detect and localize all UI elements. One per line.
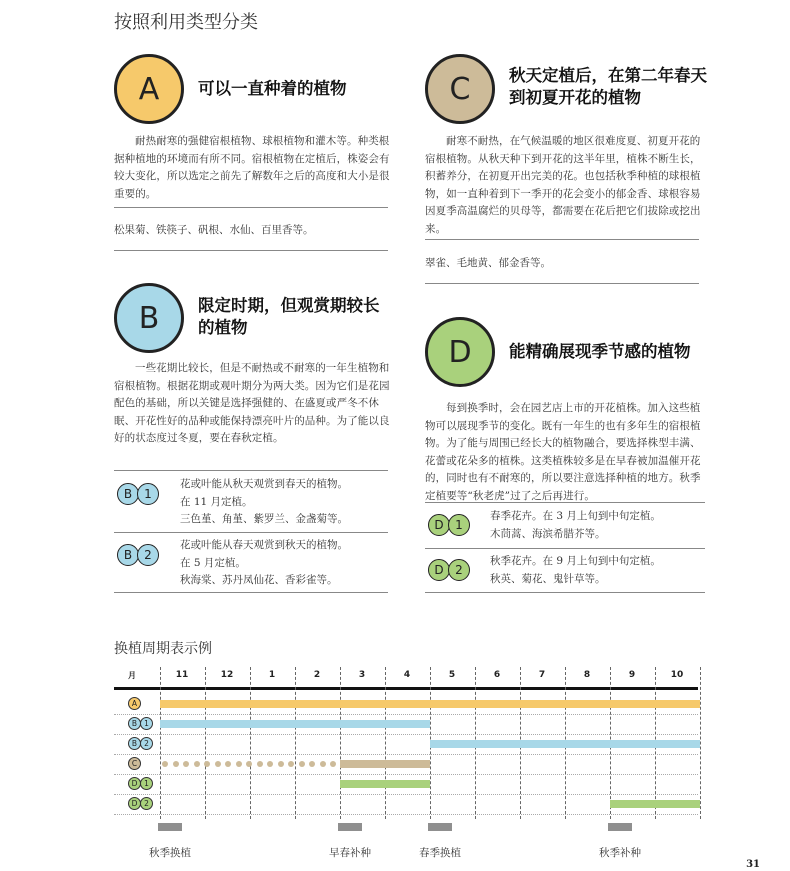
month-label: 10: [670, 670, 684, 680]
month-label: 5: [448, 670, 456, 680]
month-label: 8: [583, 670, 591, 680]
b2-line: 花或叶能从春天观赏到秋天的植物。: [180, 539, 348, 551]
marker-label: 早春补种: [329, 847, 371, 859]
d2-line: 秋英、菊花、鬼针草等。: [490, 572, 606, 585]
schedule-bar: [340, 760, 430, 768]
row-badge: [128, 777, 152, 790]
marker-bar: [158, 823, 182, 831]
b1-badge-number: 1: [137, 483, 159, 505]
b2-badge-number: 2: [137, 544, 159, 566]
marker-label: 秋季补种: [599, 847, 641, 859]
category-c-title: 秋天定植后，在第二年春天到初夏开花的植物: [509, 66, 707, 107]
schedule-dot: [236, 761, 242, 767]
category-b-title: 限定时期，但观赏期较长的植物: [198, 296, 380, 337]
schedule-dot: [288, 761, 294, 767]
d1-badge-number: 1: [448, 514, 470, 536]
month-header: 月: [128, 671, 136, 680]
row-badge: [128, 737, 152, 750]
category-a-title: 可以一直种着的植物: [198, 79, 347, 98]
b2-line: 在 5 月定植。: [180, 556, 246, 569]
category-c-examples: 翠雀、毛地黄、郁金香等。: [425, 257, 551, 269]
row-badge-part: D: [128, 797, 141, 810]
page-number: 31: [746, 859, 760, 870]
category-a-examples: 松果菊、铁筷子、矾根、水仙、百里香等。: [114, 224, 314, 236]
category-b-letter: B: [138, 300, 160, 336]
row-divider: [114, 714, 698, 715]
schedule-dot: [320, 761, 326, 767]
row-badge-part: C: [128, 757, 141, 770]
column-divider: [340, 667, 341, 819]
row-badge-part: 2: [140, 737, 153, 750]
b2-badge-letter: B: [117, 544, 139, 566]
schedule-bar: [160, 720, 430, 728]
schedule-dot: [278, 761, 284, 767]
schedule-bar: [610, 800, 700, 808]
row-badge-part: 1: [140, 777, 153, 790]
d2-badge-letter: D: [428, 559, 450, 581]
row-badge-part: 1: [140, 717, 153, 730]
d1-badge-letter: D: [428, 514, 450, 536]
month-label: 7: [538, 670, 546, 680]
month-label: 4: [403, 670, 411, 680]
month-label: 11: [175, 670, 189, 680]
category-d-title: 能精确展现季节感的植物: [509, 342, 691, 361]
schedule-dot: [194, 761, 200, 767]
row-badge-part: D: [128, 777, 141, 790]
month-label: 6: [493, 670, 501, 680]
marker-bar: [428, 823, 452, 831]
b1-badge-letter: B: [117, 483, 139, 505]
row-divider: [114, 734, 698, 735]
row-badge-part: 2: [140, 797, 153, 810]
schedule-dot: [330, 761, 336, 767]
d1-line: 木茼蒿、海滨希腊芥等。: [490, 527, 606, 540]
category-c-letter: C: [449, 71, 471, 107]
b2-line: 秋海棠、苏丹凤仙花、香彩雀等。: [180, 574, 338, 586]
marker-bar: [608, 823, 632, 831]
schedule-bar: [340, 780, 430, 788]
row-badge-part: B: [128, 717, 141, 730]
row-badge: [128, 797, 152, 810]
marker-label: 秋季换植: [149, 847, 191, 859]
month-label: 12: [220, 670, 234, 680]
category-a-body: 耐热耐寒的强健宿根植物、球根植物和灌木等。种类根据种植地的环境而有所不同。宿根植物在定植后，株姿会有较大变化，所以选定之前先了解数年之后的高度和大小是很重要的。: [114, 135, 390, 200]
page-title: 按照利用类型分类: [114, 12, 258, 33]
column-divider: [295, 667, 296, 819]
schedule-dot: [183, 761, 189, 767]
month-label: 1: [268, 670, 276, 680]
schedule-dot: [162, 761, 168, 767]
category-d-body: 每到换季时，会在园艺店上市的开花植株。加入这些植物可以展现季节的变化。既有一年生的也有多年生的宿根植物。为了能与周围已经长大的植物融合，要选择株型丰满、花蕾或花朵多的植株。这类植株较多是在早春被加温催开花的，同时也有不耐寒的，所以要注意选择种植的地方。秋季定植要等“秋老虎”过了之后再进行。: [425, 402, 701, 502]
category-d-letter: D: [448, 334, 472, 370]
column-divider: [385, 667, 386, 819]
month-label: 2: [313, 670, 321, 680]
row-divider: [114, 754, 698, 755]
schedule-dot: [299, 761, 305, 767]
schedule-dot: [267, 761, 273, 767]
column-divider: [160, 667, 161, 819]
b1-line: 在 11 月定植。: [180, 495, 253, 508]
month-label: 3: [358, 670, 366, 680]
schedule-dot: [257, 761, 263, 767]
schedule-dot: [225, 761, 231, 767]
row-divider: [114, 814, 698, 815]
schedule-dot: [246, 761, 252, 767]
column-divider: [250, 667, 251, 819]
d2-badge-number: 2: [448, 559, 470, 581]
category-a-letter: A: [138, 71, 160, 107]
b1-line: 三色堇、角堇、紫罗兰、金盏菊等。: [180, 513, 348, 525]
category-b-body: 一些花期比较长，但是不耐热或不耐寒的一年生植物和宿根植物。根据花期或观叶期分为两大类。因为它们是花园配色的基础，所以关键是选择强健的、在盛夏或严冬不休眠、开花性好的品种或能保持漂亮叶片的品种。为了能以良好的状态度过冬夏，要在春秋定植。: [114, 362, 390, 444]
column-divider: [205, 667, 206, 819]
schedule-dot: [309, 761, 315, 767]
schedule-bar: [430, 740, 700, 748]
row-badge-part: A: [128, 697, 141, 710]
row-divider: [114, 774, 698, 775]
month-label: 9: [628, 670, 636, 680]
schedule-title: 换植周期表示例: [114, 641, 212, 657]
column-divider: [700, 667, 701, 819]
row-badge-part: B: [128, 737, 141, 750]
b1-line: 花或叶能从秋天观赏到春天的植物。: [180, 478, 348, 490]
row-badge: [128, 697, 140, 710]
category-c-body: 耐寒不耐热，在气候温暖的地区很难度夏、初夏开花的宿根植物。从秋天种下到开花的这半年里，植株不断生长，积蓄养分，在初夏开出完美的花。也包括秋季种植的球根植物，如一直种着到下一季开的花会变小的郁金香、球根容易因夏季高温腐烂的贝母等，都需要在花后把它们拔除或挖出来。: [425, 135, 701, 235]
row-badge: [128, 757, 140, 770]
schedule-dot: [173, 761, 179, 767]
d2-line: 秋季花卉。在 9 月上旬到中旬定植。: [490, 555, 661, 567]
schedule-dot: [215, 761, 221, 767]
d1-line: 春季花卉。在 3 月上旬到中旬定植。: [490, 510, 661, 522]
schedule-dot: [204, 761, 210, 767]
marker-bar: [338, 823, 362, 831]
row-badge: [128, 717, 152, 730]
schedule-bar: [160, 700, 700, 708]
row-divider: [114, 794, 698, 795]
marker-label: 春季换植: [419, 847, 461, 859]
